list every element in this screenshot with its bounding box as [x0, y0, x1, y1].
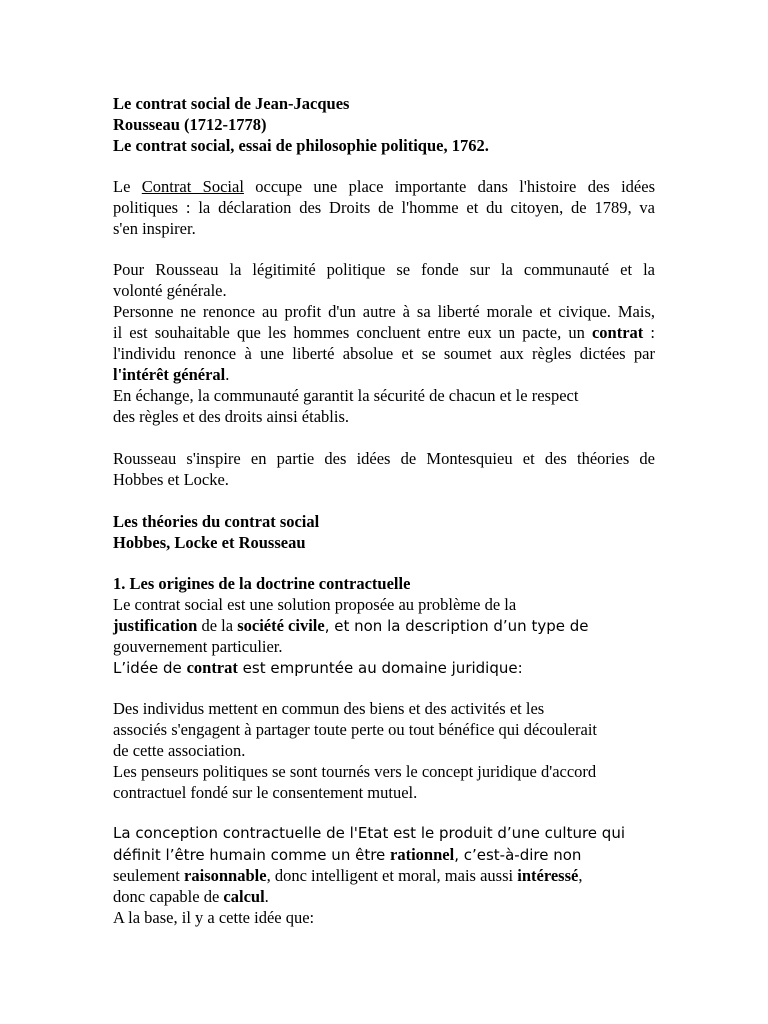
document-title-line-1: Le contrat social de Jean-Jacques — [113, 94, 350, 113]
paragraph-line: Les penseurs politiques se sont tournés vers le concept juridique d'accord — [113, 762, 597, 781]
paragraph-line: seulement raisonnable, donc intelligent et moral, mais aussi intéressé, — [113, 866, 583, 885]
paragraph-line: volonté générale. — [113, 281, 227, 300]
paragraph-line: l'individu renonce à une liberté absolue et se soumet aux règles dictées par — [113, 344, 655, 363]
paragraph-line: associés s'engagent à partager toute perte ou tout bénéfice qui découlerait — [113, 720, 598, 739]
paragraph-line: gouvernement particulier. — [113, 637, 283, 656]
paragraph-line: il est souhaitable que les hommes concluent entre eux un pacte, un contrat : — [113, 323, 655, 342]
document-title-line-2: Rousseau (1712-1778) — [113, 115, 267, 134]
document-subtitle: Le contrat social, essai de philosophie politique, 1762. — [113, 136, 489, 155]
paragraph-line: Le contrat social est une solution proposée au problème de la — [113, 595, 517, 614]
paragraph-line: L’idée de contrat est empruntée au domaine juridique: — [113, 658, 523, 677]
paragraph-line: Le Contrat Social occupe une place importante dans l'histoire des idées — [113, 177, 656, 196]
paragraph-line: de cette association. — [113, 741, 246, 760]
paragraph-line: l'intérêt général. — [113, 365, 230, 384]
paragraph-line: Rousseau s'inspire en partie des idées de Montesquieu et des théories de — [113, 449, 655, 468]
paragraph-line: contractuel fondé sur le consentement mutuel. — [113, 783, 418, 802]
paragraph-line: s'en inspirer. — [113, 219, 196, 238]
section-title-line-2: Hobbes, Locke et Rousseau — [113, 533, 306, 552]
section-title-line-1: Les théories du contrat social — [113, 512, 320, 531]
paragraph-line: En échange, la communauté garantit la sécurité de chacun et le respect — [113, 386, 579, 405]
paragraph-line: Pour Rousseau la légitimité politique se fonde sur la communauté et la — [113, 260, 655, 279]
paragraph-line: donc capable de calcul. — [113, 887, 269, 906]
paragraph-line: Des individus mettent en commun des biens et des activités et les — [113, 699, 545, 718]
paragraph-line: La conception contractuelle de l'Etat est le produit d’une culture qui — [113, 824, 625, 842]
paragraph-line: Personne ne renonce au profit d'un autre à sa liberté morale et civique. Mais, — [113, 302, 655, 321]
paragraph-line: des règles et des droits ainsi établis. — [113, 407, 349, 426]
paragraph-line: justification de la société civile, et non la description d’un type de — [113, 616, 589, 635]
paragraph-line: politiques : la déclaration des Droits de l'homme et du citoyen, de 1789, va — [113, 198, 655, 217]
contrat-social-link[interactable]: Contrat Social — [141, 177, 244, 196]
paragraph-line: Hobbes et Locke. — [113, 470, 229, 489]
paragraph-line: définit l’être humain comme un être rationnel, c’est-à-dire non — [113, 845, 582, 864]
paragraph-line: A la base, il y a cette idée que: — [113, 908, 315, 927]
section-heading: 1. Les origines de la doctrine contractuelle — [113, 574, 411, 593]
